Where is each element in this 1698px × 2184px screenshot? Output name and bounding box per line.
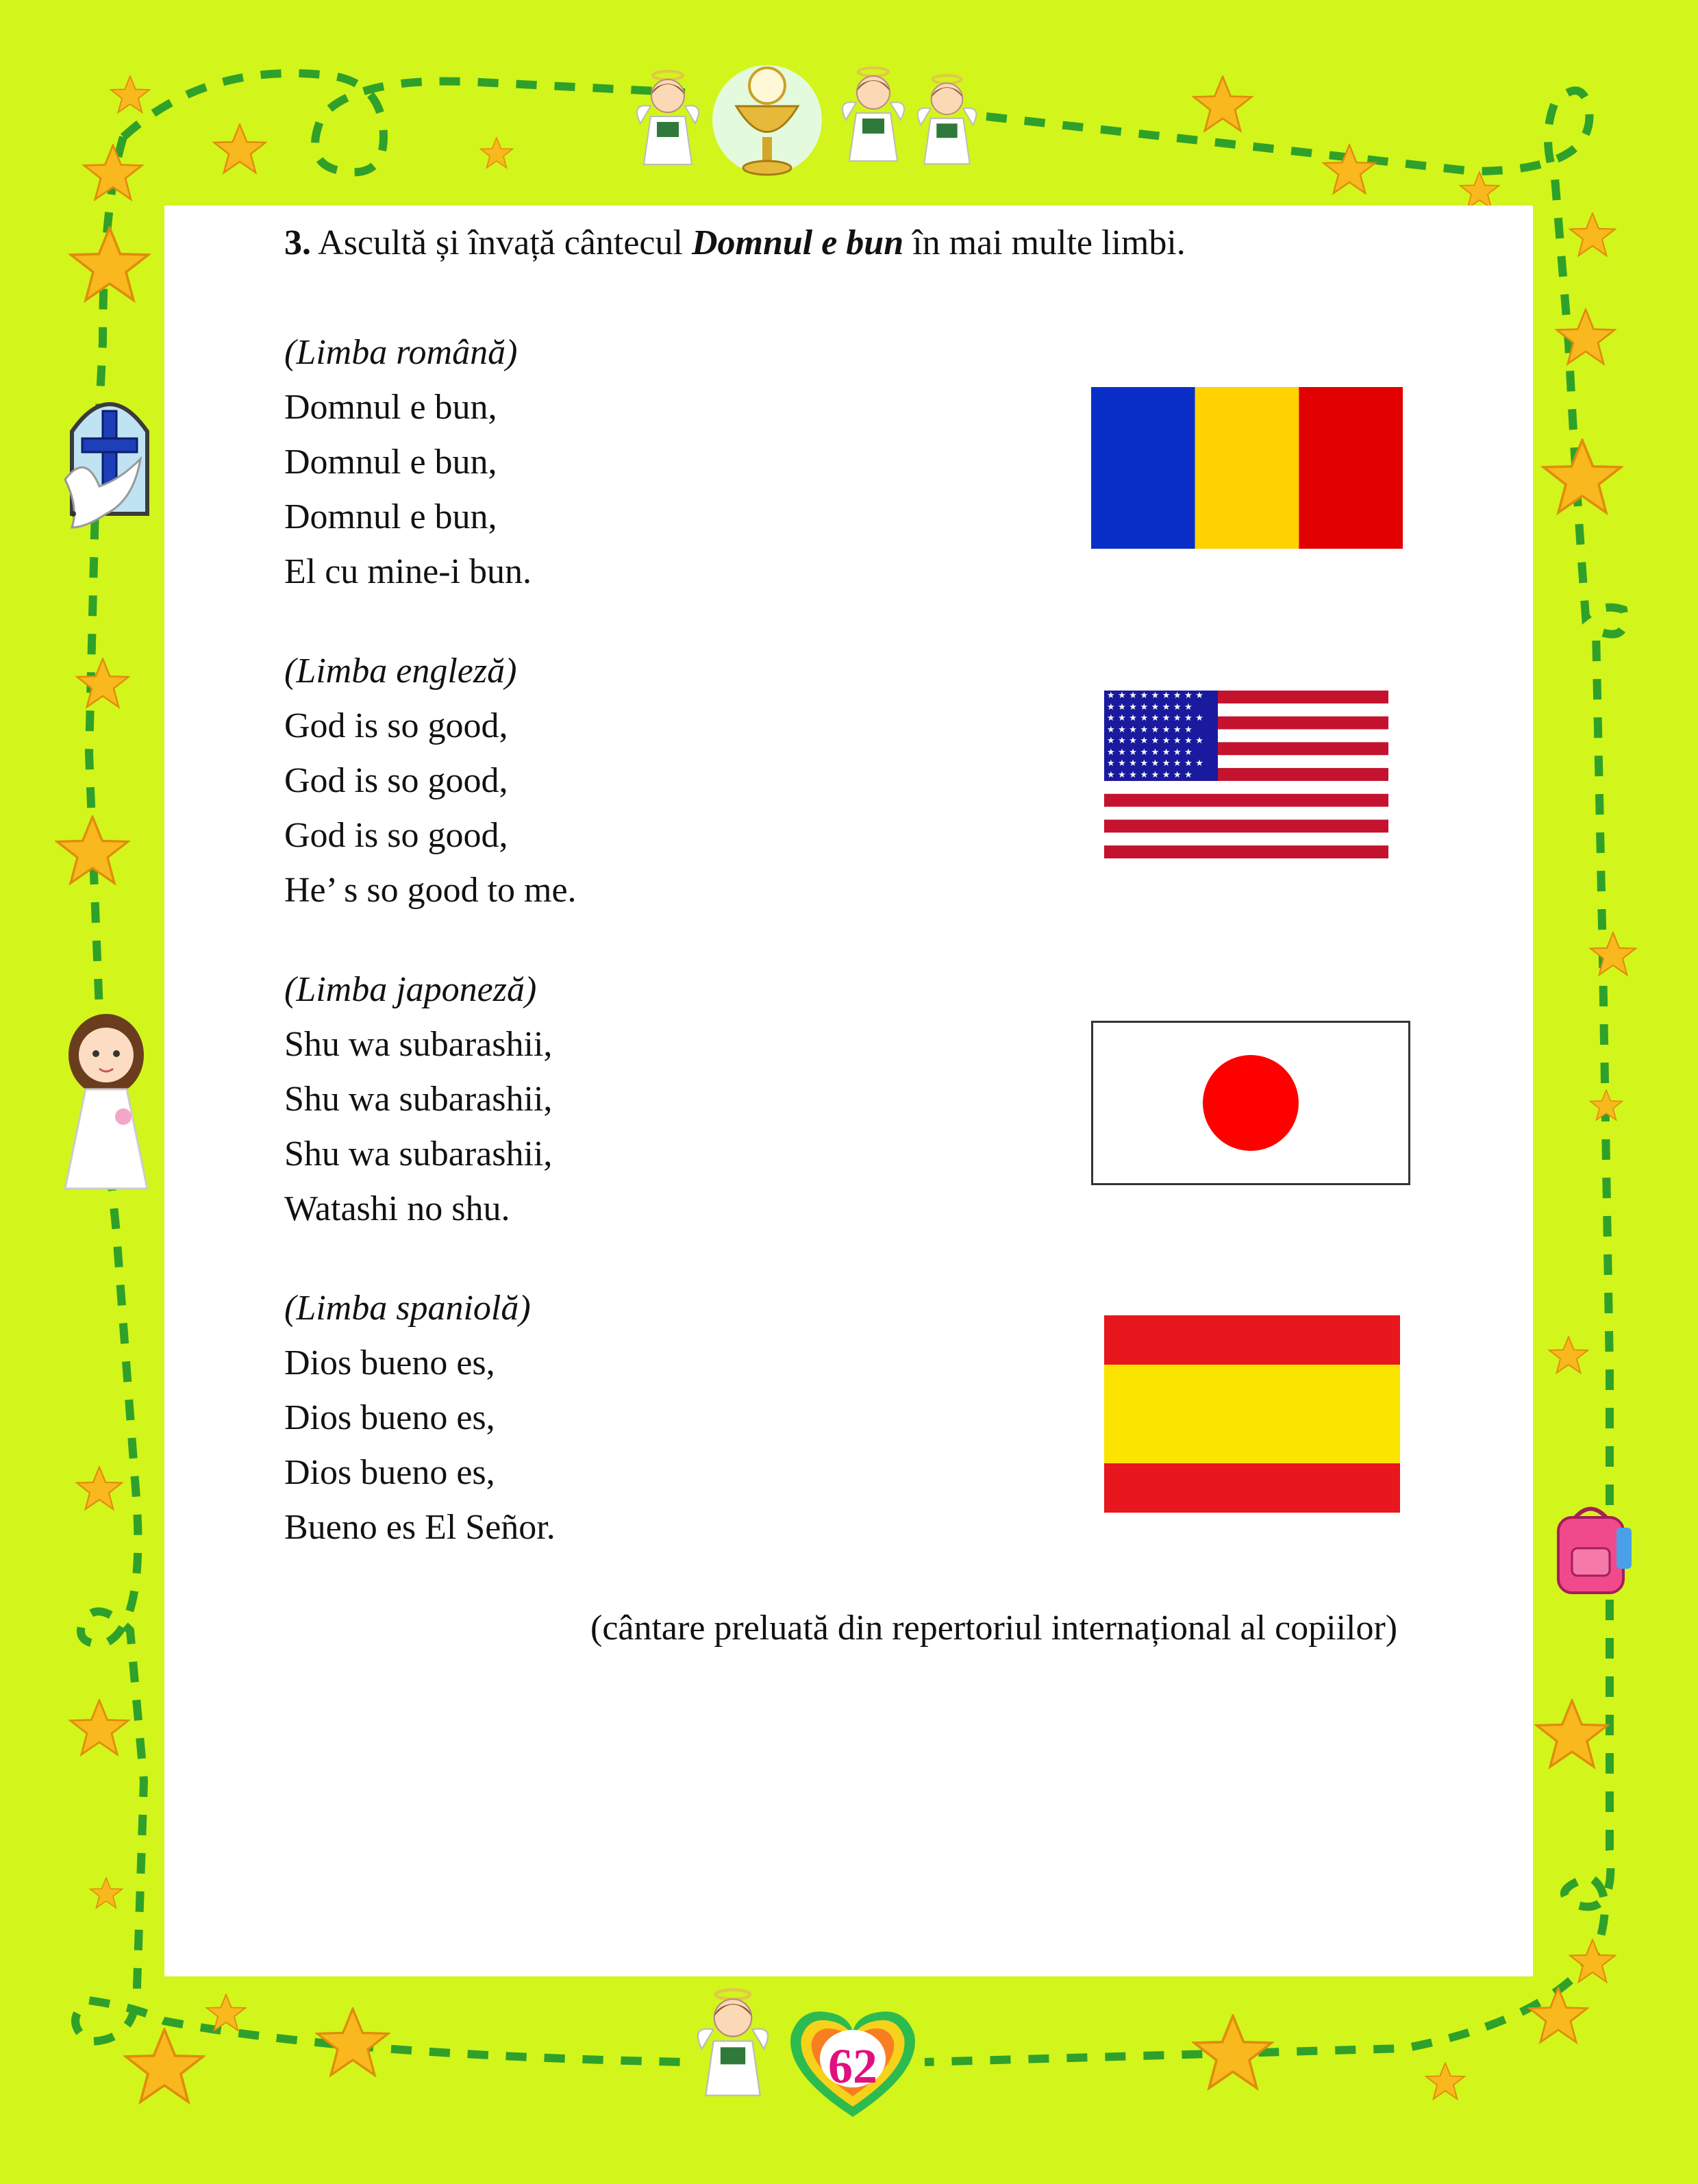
flag-spain — [1104, 1315, 1400, 1513]
verse-line: Dios bueno es, — [284, 1343, 495, 1382]
exercise-instruction — [284, 216, 1186, 271]
song-title: Domnul e bun — [691, 223, 904, 262]
girl-icon — [62, 1014, 151, 1192]
verse-spanish — [284, 1281, 555, 1555]
dove-icon — [58, 438, 147, 541]
language-heading: (Limba engleză) — [284, 652, 517, 691]
verse-romanian — [284, 325, 532, 599]
language-heading: (Limba română) — [284, 333, 518, 372]
angel-icon — [839, 65, 908, 168]
verse-line: God is so good, — [284, 706, 508, 745]
verse-line: Bueno es El Señor. — [284, 1508, 555, 1547]
usa-stars: ★★★★★★★★★ ★★★★★★★★ ★★★★★★★★★ ★★★★★★★★ ★★★★★★★★★ ★★★★★★★★ ★★★★★★★★★ ★★★★★★★★ — [1107, 691, 1207, 780]
exercise-number: 3. — [284, 223, 311, 262]
flag-romania — [1091, 387, 1403, 549]
verse-japanese — [284, 963, 552, 1237]
verse-line: God is so good, — [284, 761, 508, 800]
verse-line: God is so good, — [284, 816, 508, 855]
angel-icon — [692, 1987, 774, 2103]
verse-line: Domnul e bun, — [284, 497, 497, 536]
verse-line: Dios bueno es, — [284, 1453, 495, 1492]
source-note: (cântare preluată din repertoriul internațional al copiilor) — [590, 1609, 1398, 1648]
verse-line: Shu wa subarashii, — [284, 1025, 553, 1064]
flag-japan — [1091, 1021, 1410, 1185]
verse-line: Domnul e bun, — [284, 443, 497, 482]
language-heading: (Limba japoneză) — [284, 970, 537, 1009]
instruction-text-before: Ascultă și învață cântecul — [318, 223, 683, 262]
instruction-text-after: în mai multe limbi. — [912, 223, 1186, 262]
chalice-icon — [709, 55, 825, 185]
backpack-icon — [1548, 1500, 1637, 1596]
verse-line: Shu wa subarashii, — [284, 1134, 553, 1174]
verse-line: He’ s so good to me. — [284, 871, 577, 910]
page-number: 62 — [828, 2039, 877, 2094]
verse-english — [284, 644, 577, 918]
verse-line: Dios bueno es, — [284, 1398, 495, 1437]
verse-line: Watashi no shu. — [284, 1189, 510, 1228]
verse-line: Domnul e bun, — [284, 388, 497, 427]
verse-line: Shu wa subarashii, — [284, 1080, 553, 1119]
angel-icon — [634, 69, 702, 171]
angel-icon — [914, 72, 979, 171]
language-heading: (Limba spaniolă) — [284, 1289, 531, 1328]
verse-line: El cu mine-i bun. — [284, 552, 532, 591]
